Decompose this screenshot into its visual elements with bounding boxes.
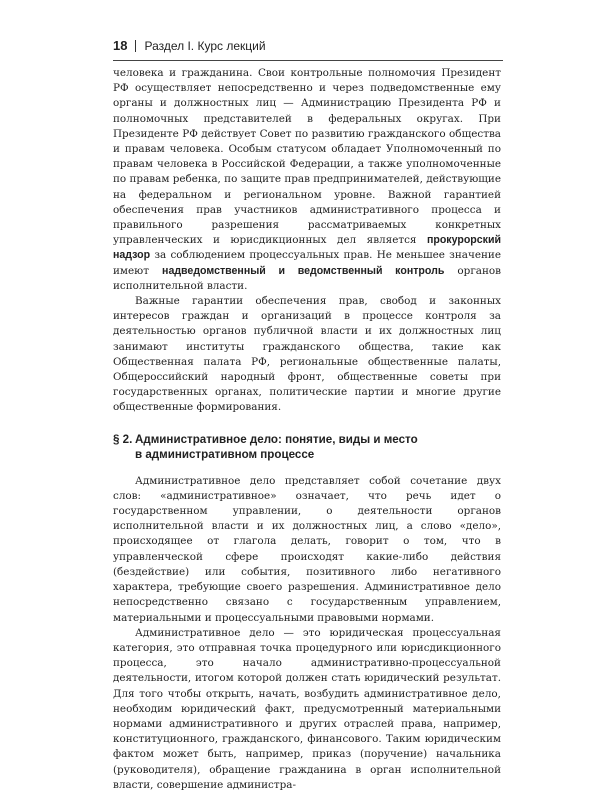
header-separator	[135, 40, 136, 52]
paragraph-1	[113, 66, 501, 294]
running-header	[113, 38, 503, 53]
text-run: за соблюдением процессуальных прав. Не меньшее значение имеют	[113, 249, 501, 277]
section-heading-line-2: в административном процессе	[135, 447, 315, 461]
page-number: 18	[113, 38, 128, 53]
bold-term: надведомственный и ведомственный контроль	[162, 264, 445, 277]
section-heading	[113, 432, 501, 462]
section-heading-line-1: Административное дело: понятие, виды и место	[135, 432, 418, 446]
paragraph-4: Административное дело — это юридическая процессуальная категория, это отправная точка процедурного или юрисдикционного процесса, это начало административно-процессуальной деятельности, итогом которой должен стать юридический результат. Для того чтобы открыть, начать, возбудить административное дело, необходим юридический факт, предусмотренный материальными нормами административного и других отраслей права, например, конституционного, гражданского, финансового. Таким юридическим фактом может быть, например, приказ (поручение) начальника (руководителя), обращение гражданина в орган исполнительной власти, совершение администра-	[113, 626, 501, 791]
text-run: органов исполнительной власти.	[113, 264, 501, 292]
bold-term: прокурорский надзор	[113, 234, 501, 262]
header-rule	[113, 60, 503, 61]
paragraph-2: Важные гарантии обеспечения прав, свобод и законных интересов граждан и организаций в процессе контроля за деятельностью органов публичной власти и их должностных лиц занимают институты гражданского общества, такие как Общественная палата РФ, региональные общественные палаты, Общероссийский народный фронт, общественные советы при государственных органах, политические партии и многие другие общественные формирования.	[113, 295, 501, 414]
paragraph-3: Административное дело представляет собой сочетание двух слов: «административное» означает, что речь идет о государственном управлении, о деятельности органов исполнительной власти и их должностных лиц, а слово «дело», происходящее от глагола делать, говорит о том, что в управленческой сфере происходят какие-либо действия (бездействие) или события, позитивного либо негативного характера, требующие своего разрешения. Административное дело непосредственно связано с государственным управлением, материальными и процессуальными правовыми нормами.	[113, 474, 501, 624]
section-title: Раздел I. Курс лекций	[144, 39, 266, 53]
page-body	[113, 66, 501, 793]
section-number: § 2.	[113, 432, 133, 446]
text-run: человека и гражданина. Свои контрольные полномочия Президент РФ осуществляет непосредственно и через подведомственные ему органы и должностных лиц — Администрацию Президента РФ и полномочных представителей в федеральных округах. При Президенте РФ действует Совет по развитию гражданского общества и правам человека. Особым статусом обладает Уполномоченный по правам человека в Российской Федерации, а также уполномоченные по правам ребенка, по защите прав предпринимателей, действующие на федеральном и региональном уровне. Важной гарантией обеспечения прав участников административного процесса и правильного разрешения рассматриваемых конкретных управленческих и юрисдикционных дел является	[113, 67, 501, 247]
